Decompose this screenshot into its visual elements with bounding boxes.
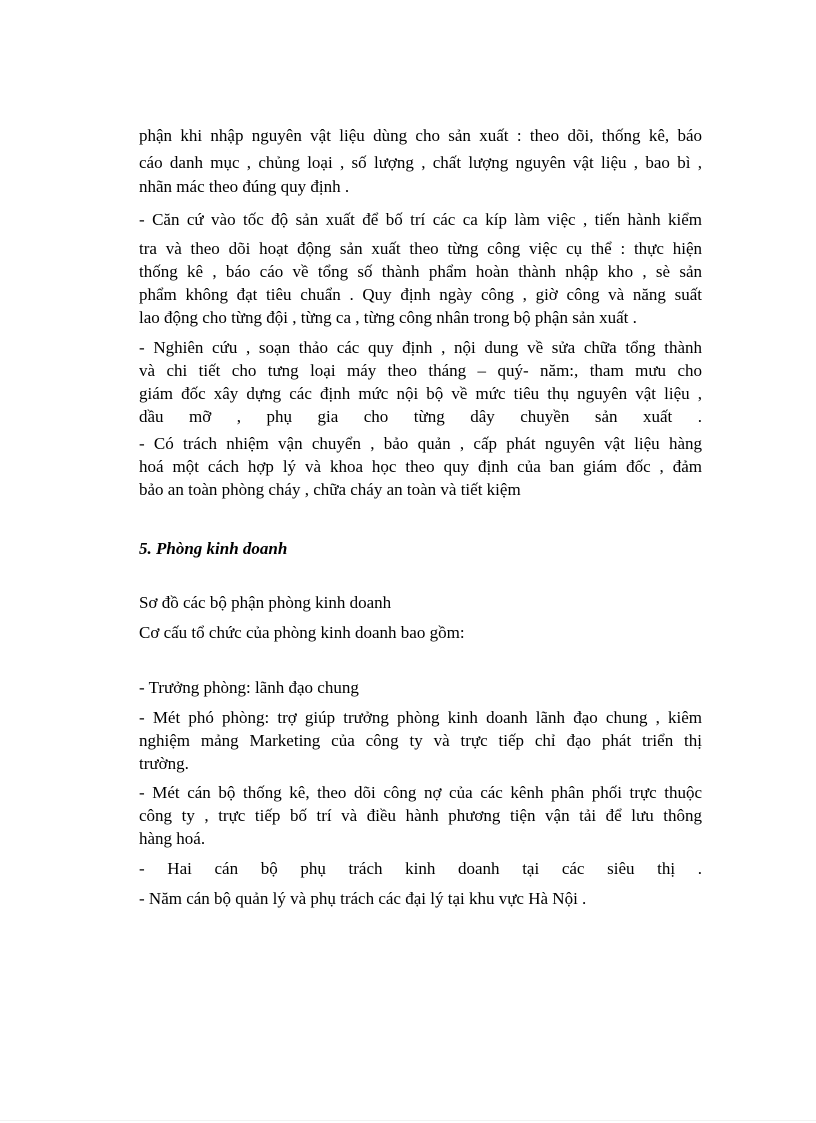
paragraph-materials-receipt — [139, 124, 702, 198]
text-line: phẩm không đạt tiêu chuẩn . Quy định ngày công , giờ công và năng suất — [139, 285, 702, 304]
text-line: giám đốc xây dựng các định mức nội bộ về mức tiêu thụ nguyên vật liệu , — [139, 384, 702, 403]
text-line: - Hai cán bộ phụ trách kinh doanh tại các siêu thị . — [139, 859, 702, 878]
paragraph-research-regulations — [139, 336, 702, 501]
text-line: trường. — [139, 754, 189, 773]
text-line: nghiệm mảng Marketing của công ty và trực tiếp chỉ đạo phát triển thị — [139, 731, 702, 750]
text-line: hàng hoá. — [139, 829, 206, 848]
text-line: bảo an toàn phòng cháy , chữa cháy an toàn và tiết kiệm — [139, 480, 521, 499]
text-line: - Mét cán bộ thống kê, theo dõi công nợ của các kênh phân phối trực thuộc — [139, 783, 702, 802]
intro-line-structure: Cơ cấu tổ chức của phòng kinh doanh bao gồm: — [139, 623, 465, 642]
text-line: cáo danh mục , chủng loại , số lượng , chất lượng nguyên vật liệu , bao bì , — [139, 153, 702, 172]
role-supermarket-staff — [139, 857, 702, 880]
text-line: dầu mỡ , phụ gia cho từng dây chuyền sản xuất . — [139, 407, 702, 426]
text-line: lao động cho từng đội , từng ca , từng công nhân trong bộ phận sản xuất . — [139, 308, 637, 327]
text-line: tra và theo dõi hoạt động sản xuất theo từng công việc cụ thể : thực hiện — [139, 239, 702, 258]
text-line: hoá một cách hợp lý và khoa học theo quy định của ban giám đốc , đảm — [139, 457, 702, 476]
text-line: - Có trách nhiệm vận chuyển , bảo quản , cấp phát nguyên vật liệu hàng — [139, 434, 702, 453]
text-line: công ty , trực tiếp bố trí và điều hành phương tiện vận tải để lưu thông — [139, 806, 702, 825]
text-line: - Mét phó phòng: trợ giúp trưởng phòng kinh doanh lãnh đạo chung , kiêm — [139, 708, 702, 727]
text-line: và chi tiết cho tưng loại máy theo tháng – quý- năm:, tham mưu cho — [139, 361, 702, 380]
text-line: nhãn mác theo đúng quy định . — [139, 177, 350, 196]
section-heading: 5. Phòng kinh doanh — [139, 539, 288, 558]
role-statistics-officer — [139, 781, 702, 850]
role-hanoi-agents-staff: - Năm cán bộ quản lý và phụ trách các đại lý tại khu vực Hà Nội . — [139, 889, 587, 908]
page-bottom-edge — [0, 1120, 816, 1121]
text-line: phận khi nhập nguyên vật liệu dùng cho sản xuất : theo dõi, thống kê, báo — [139, 126, 702, 145]
text-line: thống kê , báo cáo về tổng số thành phẩm hoàn thành nhập kho , sè sản — [139, 262, 702, 281]
intro-line-diagram: Sơ đồ các bộ phận phòng kinh doanh — [139, 593, 392, 612]
text-line: - Nghiên cứu , soạn thảo các quy định , nội dung về sửa chữa tổng thành — [139, 338, 702, 357]
role-head-of-department: - Trưởng phòng: lãnh đạo chung — [139, 678, 359, 697]
role-deputy-head — [139, 706, 702, 775]
text-line: - Căn cứ vào tốc độ sản xuất để bố trí các ca kíp làm việc , tiến hành kiểm — [139, 210, 702, 229]
paragraph-production-scheduling — [139, 208, 702, 329]
